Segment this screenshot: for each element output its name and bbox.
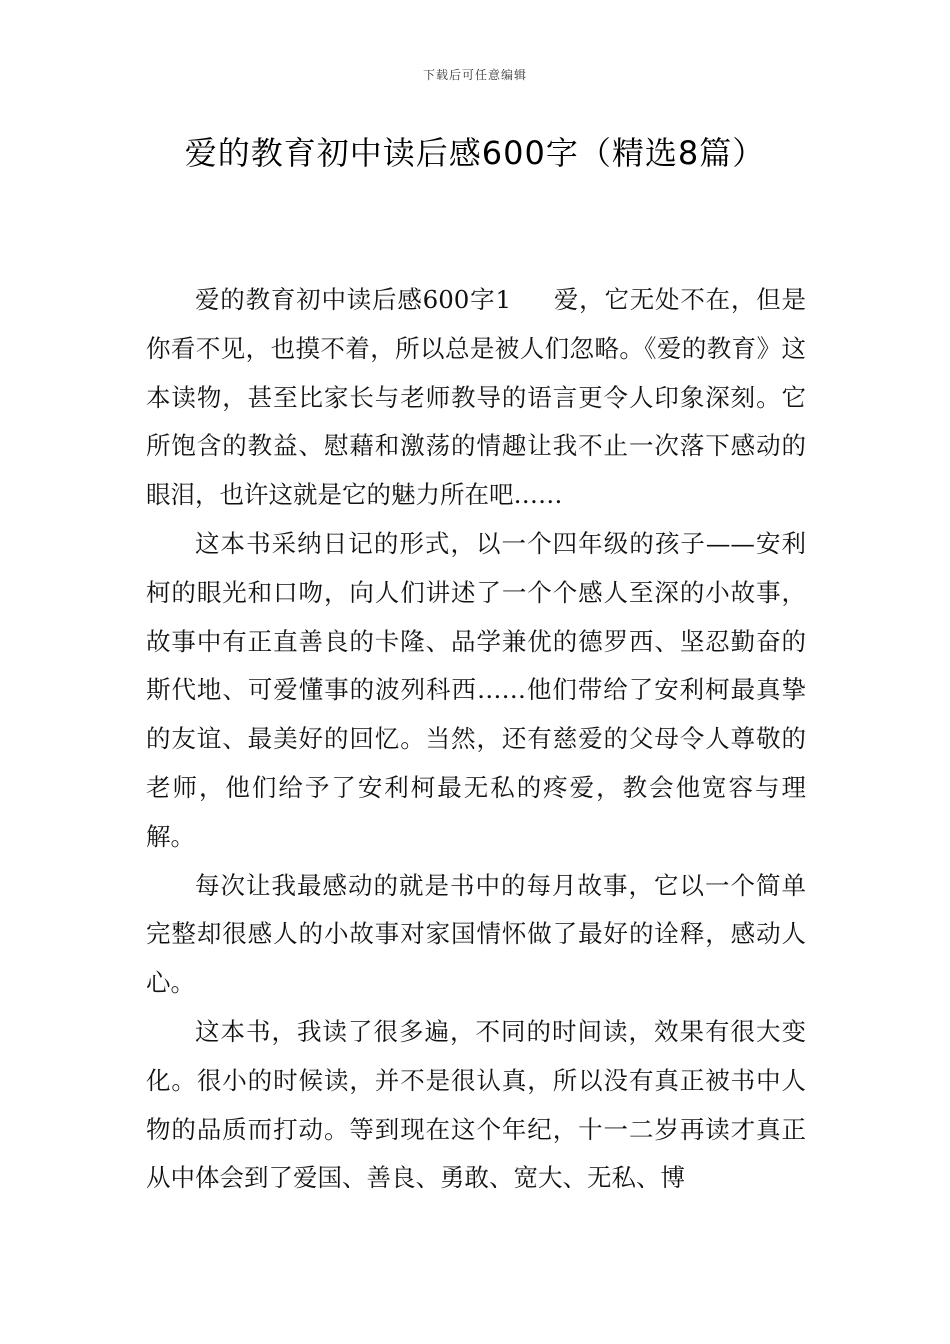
document-title: 爱的教育初中读后感600字（精选8篇）: [184, 134, 766, 172]
paragraph: 这本书采纳日记的形式，以一个四年级的孩子——安利柯的眼光和口吻，向人们讲述了一个个感人至深的小故事，故事中有正直善良的卡隆、品学兼优的德罗西、坚忍勤奋的斯代地、可爱懂事的波列科西……他们带给了安利柯最真挚的友谊、最美好的回忆。当然，还有慈爱的父母令人尊敬的老师，他们给予了安利柯最无私的疼爱，教会他宽容与理解。: [146, 528, 806, 851]
header-note: 下载后可任意编辑: [422, 68, 527, 82]
essay-subtitle: 爱的教育初中读后感600字1: [195, 285, 512, 314]
paragraph-text: 爱，它无处不在，但是你看不见，也摸不着，所以总是被人们忽略。《爱的教育》这本读物，甚至比家长与老师教导的语言更令人印象深刻。它所饱含的教益、慰藉和激荡的情趣让我不止一次落下感动的眼泪，也许这就是它的魅力所在吧……: [146, 285, 807, 510]
paragraph: 每次让我最感动的就是书中的每月故事，它以一个简单完整却很感人的小故事对家国情怀做了最好的诠释，感动人心。: [146, 870, 806, 998]
document-body: [146, 276, 806, 1203]
paragraph: 这本书，我读了很多遍，不同的时间读，效果有很大变化。很小的时候读，并不是很认真，所以没有真正被书中人物的品质而打动。等到现在这个年纪，十一二岁再读才真正从中体会到了爱国、善良、勇敢、宽大、无私、博: [146, 1016, 806, 1193]
paragraph: [146, 276, 806, 520]
